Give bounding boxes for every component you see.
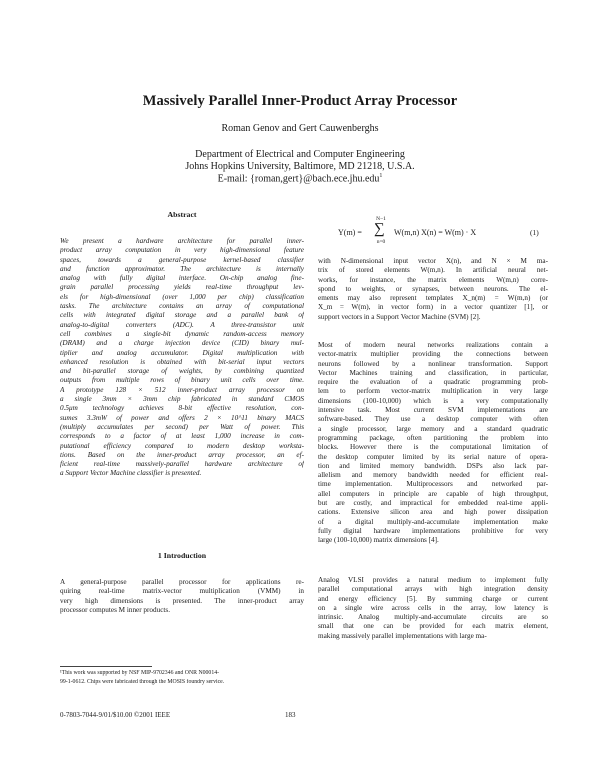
text-line: allelism and memory bandwidth needed for efficient real-	[318, 471, 548, 480]
right-paragraph-3	[318, 576, 548, 641]
text-line: outputs from multiple rows of binary unit cells over time.	[60, 376, 304, 385]
text-line: require the evaluation of a quadratic programming prob-	[318, 378, 548, 387]
text-line: analog with fully digital interface. On-chip analog fine-	[60, 274, 304, 283]
text-line: the desktop computer limited by its serial nature of opera-	[318, 452, 548, 461]
text-line: and bit-parallel storage of weights, by combining quantized	[60, 367, 304, 376]
text-line: enhanced resolution is obtained with bit-serial input vectors	[60, 357, 304, 366]
text-line: sumes 3.3mW of power and offers 2 × 10^11 binary MACS	[60, 413, 304, 422]
text-line: quiring real-time matrix-vector multiplication (VMM) in	[60, 587, 304, 596]
text-line: A prototype 128 × 512 inner-product array processor on	[60, 385, 304, 394]
equation-rhs: W(m,n) X(n) = W(m) · X	[394, 228, 477, 237]
text-line: and function approximator. The architecture is internally	[60, 264, 304, 273]
text-line: 99-1-0612. Chips were fabricated through the MOSIS foundry service.	[60, 679, 225, 686]
text-line: ements may also represent templates X_n(m) = W(m,n) (or	[318, 294, 548, 303]
text-line: a single processor, large memory and a standard quadratic	[318, 424, 548, 433]
text-line: corresponds to a factor of at least 1,000 increase in com-	[60, 432, 304, 441]
text-line: blocks. However there is the computational limitation of	[318, 443, 548, 452]
footnote	[60, 670, 304, 689]
text-line: on a single wire across cells in the array, low latency is	[318, 603, 548, 612]
text-line: support vectors in a Support Vector Machine (SVM) [2].	[318, 312, 481, 321]
copyright-line: 0-7803-7044-9/01/$10.00 ©2001 IEEE	[60, 711, 171, 719]
text-line: intensive task. Most current SVM implementations are	[318, 406, 548, 415]
text-line: a single 3mm × 3mm chip fabricated in standard CMOS	[60, 395, 304, 404]
equation-sum-upper: N−1	[376, 216, 386, 222]
text-line: (DRAM) and a charge injection device (CID) binary mul-	[60, 339, 304, 348]
equation-number: (1)	[530, 228, 539, 237]
text-line: works, for instance, the matrix elements W(m,n) corre-	[318, 275, 548, 284]
text-line: of a digital multiply-and-accumulate implementation make	[318, 517, 548, 526]
text-line: tions. Based on the inner-product array processor, an ef-	[60, 450, 304, 459]
text-line: cell combines a single-bit dynamic random-access memory	[60, 329, 304, 338]
right-paragraph-1	[318, 257, 548, 322]
text-line: making massively parallel implementations with large ma-	[318, 631, 487, 640]
paper-title: Massively Parallel Inner-Product Array Processor	[142, 93, 458, 109]
text-line: tasks. The architecture contains an array of computational	[60, 302, 304, 311]
text-line: time implementation. Multiprocessors and networked par-	[318, 480, 548, 489]
text-line: but are costly, and impractical for embedded real-time appli-	[318, 499, 548, 508]
text-line: We present a hardware architecture for parallel inner-	[60, 237, 304, 245]
text-line: spond to weights, or synapses, between neurons. The el-	[318, 284, 548, 293]
affiliation-university: Johns Hopkins University, Baltimore, MD 21218, U.S.A.	[185, 161, 415, 172]
text-line: ¹This work was supported by NSF MIP-9702346 and ONR N00014-	[60, 670, 220, 676]
text-line: intrinsic. Analog multiply-and-accumulate circuits are so	[318, 613, 548, 622]
affiliation-email-text: E-mail: {roman,gert}@bach.ece.jhu.edu	[217, 173, 380, 185]
text-line: large (100-10,000) matrix dimensions [4].	[318, 536, 439, 545]
text-line: product array computation in very high-dimensional feature	[60, 246, 304, 255]
affiliation-department: Department of Electrical and Computer Engineering	[195, 149, 405, 160]
text-line: small that one can be provided for each matrix element,	[318, 622, 548, 631]
text-line: fully digital hardware implementations prohibitive for very	[318, 526, 548, 535]
abstract-body	[60, 237, 304, 479]
text-line: a Support Vector Machine classifier is presented.	[60, 469, 202, 478]
equation-lhs: Y(m) =	[338, 228, 362, 237]
sum-symbol-icon: ∑	[374, 221, 385, 237]
text-line: A general-purpose parallel processor for applications re-	[60, 578, 304, 586]
right-paragraph-2	[318, 341, 548, 546]
affiliation-email	[0, 173, 600, 184]
text-line: neurons followed by a nonlinear transformation. Support	[318, 359, 548, 368]
text-line: cells with integrated digital storage and a parallel bank of	[60, 311, 304, 320]
text-line: allel computers in principle are capable of high throughput,	[318, 489, 548, 498]
text-line: programming package, often partitioning the problem into	[318, 433, 548, 442]
intro-body	[60, 578, 304, 615]
page-number: 183	[285, 711, 296, 719]
text-line: very high dimensions is presented. The inner-product array	[60, 596, 304, 605]
text-line: (multiply accumulates per second) per Watt of power. This	[60, 422, 304, 431]
text-line: X_m = W(m), in vector form) in a vector quantizer [1], or	[318, 303, 548, 312]
text-line: putational efficiency compared to modern desktop worksta-	[60, 441, 304, 450]
text-line: tion and limited memory bandwidth. DSPs also lack par-	[318, 461, 548, 470]
authors: Roman Genov and Gert Cauwenberghs	[221, 123, 379, 134]
text-line: processor computes M inner products.	[60, 605, 170, 614]
text-line: cations. Extensive silicon area and high power dissipation	[318, 508, 548, 517]
intro-heading: 1 Introduction	[157, 551, 207, 560]
footnote-rule	[60, 666, 152, 667]
text-line: dimensions (100-10,000) which is a very computationally	[318, 396, 548, 405]
text-line: grain parallel processing yields real-time throughput lev-	[60, 283, 304, 292]
abstract-heading: Abstract	[167, 210, 197, 219]
text-line: 0.5μm technology achieves 8-bit effective resolution, con-	[60, 404, 304, 413]
text-line: trix of stored elements W(m,n). In artificial neural net-	[318, 266, 548, 275]
text-line: Analog VLSI provides a natural medium to implement fully	[318, 576, 548, 584]
text-line: Vector Machines training and classification, in particular,	[318, 368, 548, 377]
text-line: and energy efficiency [5]. By summing charge or current	[318, 594, 548, 603]
equation-sum-lower: n=0	[376, 239, 386, 245]
text-line: analog-to-digital converters (ADC). A three-transistor unit	[60, 320, 304, 329]
text-line: Most of modern neural networks realizations contain a	[318, 341, 548, 349]
text-line: parallel computational arrays with high integration density	[318, 585, 548, 594]
text-line: lem to perform vector-matrix multiplication in very large	[318, 387, 548, 396]
text-line: with N-dimensional input vector X(n), and N × M ma-	[318, 257, 548, 265]
affiliation-footnote-mark: 1	[379, 173, 383, 179]
text-line: vector-matrix multiplier providing the connections between	[318, 350, 548, 359]
text-line: tiplier and analog accumulator. Digital multiplication with	[60, 348, 304, 357]
text-line: spaces, towards a general-purpose kernel-based classifier	[60, 255, 304, 264]
text-line: ficient real-time massively-parallel hardware architecture of	[60, 460, 304, 469]
text-line: els for high-dimensional (over 1,000 per chip) classification	[60, 292, 304, 301]
text-line: software-based. They use a desktop computer with often	[318, 415, 548, 424]
equation-1	[318, 216, 548, 250]
